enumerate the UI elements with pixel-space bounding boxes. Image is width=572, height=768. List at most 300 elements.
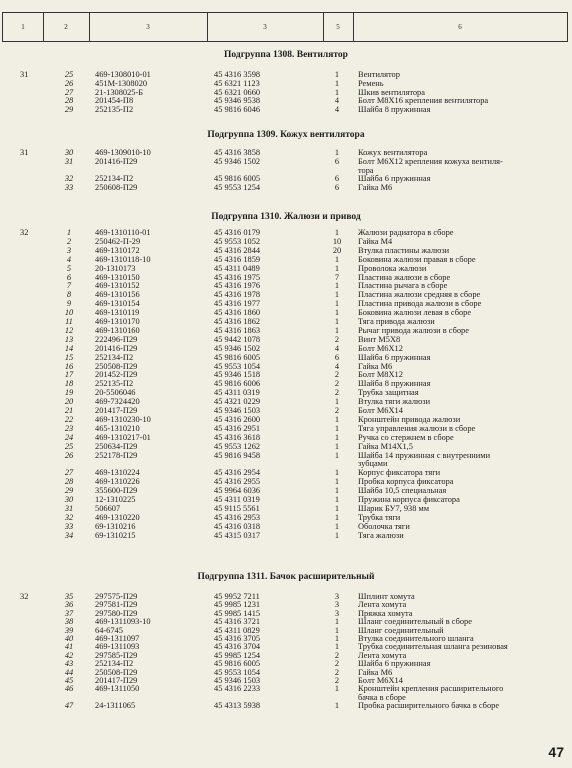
name-cell: Корпус фиксатора тяги: [358, 468, 441, 478]
quantity-cell: 1: [334, 317, 340, 326]
position-cell: 33: [64, 521, 74, 531]
position-cell: 30: [64, 495, 74, 504]
name-cell: Гайка М4: [358, 236, 393, 246]
catalog-code-cell: 45 9816 9458: [214, 450, 261, 460]
part-number-cell: 297575-П29: [95, 592, 138, 601]
quantity-cell: 1: [334, 530, 340, 540]
position-cell: 30: [64, 148, 74, 157]
name-cell: Болт М6Х12: [358, 343, 403, 353]
position-cell: 2: [66, 236, 72, 246]
quantity-cell: 2: [334, 379, 340, 389]
name-cell: Тяга управления жалюзи в сборе: [358, 423, 476, 433]
name-cell: тора: [358, 165, 374, 175]
part-number-cell: 297581-П29: [95, 600, 138, 610]
table-row: [0, 174, 572, 183]
name-cell: Вентилятор: [358, 70, 400, 79]
position-cell: 4: [66, 254, 72, 264]
part-number-cell: 69-1310215: [95, 530, 136, 540]
quantity-cell: 2: [334, 334, 340, 344]
name-cell: Гайка М6: [358, 183, 393, 193]
part-number-cell: 20-5506046: [95, 388, 136, 398]
name-cell: Лента хомута: [358, 600, 407, 610]
catalog-code-cell: 45 9553 1054: [214, 667, 261, 677]
position-cell: 10: [64, 308, 74, 318]
position-cell: 9: [66, 299, 72, 309]
part-number-cell: 469-1310118-10: [95, 254, 151, 264]
name-cell: бачка в сборе: [358, 692, 406, 702]
name-cell: Болт М6Х14: [358, 406, 403, 415]
catalog-code-cell: 45 4316 3858: [214, 148, 261, 157]
quantity-cell: 2: [334, 667, 340, 677]
catalog-code-cell: 45 4316 1977: [214, 299, 261, 309]
catalog-code-cell: 45 9816 6005: [214, 174, 261, 184]
table-row: [0, 157, 572, 166]
quantity-cell: 2: [334, 676, 340, 685]
part-number-cell: 469-1310150: [95, 272, 140, 282]
name-cell: Шкив вентилятора: [358, 87, 425, 97]
position-cell: 42: [64, 650, 74, 660]
name-cell: Пластина жалюзи в сборе: [358, 272, 451, 282]
part-number-cell: 506607: [95, 503, 121, 513]
quantity-cell: 3: [334, 592, 340, 601]
quantity-cell: 1: [334, 512, 340, 522]
position-cell: 29: [64, 486, 74, 496]
name-cell: Втулка соединительного шланга: [358, 634, 474, 643]
catalog-code-cell: 45 9346 1502: [214, 156, 261, 166]
quantity-cell: 1: [334, 432, 340, 442]
part-number-cell: 469-1310156: [95, 290, 140, 300]
table-row: [0, 299, 572, 308]
name-cell: Гайка М6: [358, 361, 393, 371]
name-cell: Пряжка хомута: [358, 608, 413, 618]
table-row: [0, 388, 572, 397]
position-cell: 36: [64, 600, 74, 610]
position-cell: 31: [64, 156, 74, 166]
quantity-cell: 1: [334, 503, 340, 513]
catalog-code-cell: 45 4316 1976: [214, 281, 261, 291]
group-cell: 31: [20, 148, 29, 157]
part-number-cell: 469-1310160: [95, 325, 140, 335]
table-row: [0, 281, 572, 290]
table-row: [0, 228, 572, 237]
catalog-code-cell: 45 4316 2955: [214, 477, 261, 487]
part-number-cell: 201416-П29: [95, 156, 138, 166]
quantity-cell: 2: [334, 650, 340, 660]
part-number-cell: 250508-П29: [95, 361, 138, 371]
quantity-cell: 1: [334, 486, 340, 496]
header-col-5: 5: [323, 13, 354, 41]
quantity-cell: 7: [334, 272, 340, 282]
quantity-cell: 6: [334, 156, 340, 166]
table-row: [0, 362, 572, 371]
catalog-code-cell: 45 9346 9538: [214, 96, 261, 106]
header-col-1: 1: [3, 13, 44, 41]
quantity-cell: 1: [334, 441, 340, 451]
part-number-cell: 469-1309010-10: [95, 148, 151, 157]
part-number-cell: 469-1310230-10: [95, 414, 151, 424]
table-row: [0, 344, 572, 353]
catalog-code-cell: 45 4316 2233: [214, 684, 261, 694]
part-number-cell: 201417-П29: [95, 406, 138, 415]
quantity-cell: 1: [334, 642, 340, 652]
table-row: [0, 531, 572, 540]
name-cell: Оболочка тяги: [358, 521, 410, 531]
quantity-cell: 3: [334, 608, 340, 618]
catalog-code-cell: 45 4316 1859: [214, 254, 261, 264]
part-number-cell: 69-1310216: [95, 521, 136, 531]
catalog-code-cell: 45 4316 2844: [214, 245, 261, 255]
part-number-cell: 469-1310110-01: [95, 228, 151, 237]
table-row: [0, 88, 572, 97]
part-number-cell: 297580-П29: [95, 608, 138, 618]
header-col-2: 2: [43, 13, 90, 41]
position-cell: 22: [64, 414, 74, 424]
catalog-code-cell: 45 9985 1231: [214, 600, 261, 610]
quantity-cell: 1: [334, 617, 340, 627]
name-cell: Пластина рычага в сборе: [358, 281, 448, 291]
position-cell: 27: [64, 87, 74, 97]
table-row: [0, 308, 572, 317]
name-cell: Боковина жалюзи правая в сборе: [358, 254, 476, 264]
position-cell: 41: [64, 642, 74, 652]
part-number-cell: 469-7324420: [95, 397, 140, 407]
quantity-cell: 1: [334, 414, 340, 424]
position-cell: 38: [64, 617, 74, 627]
table-row: [0, 183, 572, 192]
name-cell: зубцами: [358, 459, 388, 469]
quantity-cell: 2: [334, 406, 340, 415]
part-number-cell: 201417-П29: [95, 676, 138, 685]
part-number-cell: 469-1311097: [95, 634, 140, 643]
name-cell: Шплинт хомута: [358, 592, 415, 601]
table-row: [0, 495, 572, 504]
position-cell: 19: [64, 388, 74, 398]
catalog-code-cell: 45 4316 3598: [214, 70, 261, 79]
catalog-code-cell: 45 4311 0829: [214, 625, 260, 635]
catalog-code-cell: 45 9346 1502: [214, 343, 261, 353]
catalog-code-cell: 45 4316 2954: [214, 468, 261, 478]
position-cell: 24: [64, 432, 74, 442]
table-row: [0, 468, 572, 477]
position-cell: 44: [64, 667, 74, 677]
table-row: [0, 317, 572, 326]
name-cell: Трубка защитная: [358, 388, 419, 398]
position-cell: 20: [64, 397, 74, 407]
catalog-code-cell: 45 4313 5938: [214, 701, 261, 711]
catalog-code-cell: 45 4316 3618: [214, 432, 261, 442]
part-number-cell: 201454-П8: [95, 96, 134, 106]
table-row: [0, 459, 572, 468]
part-number-cell: 469-1308010-01: [95, 70, 151, 79]
table-row: [0, 370, 572, 379]
table-row: [0, 433, 572, 442]
quantity-cell: 4: [334, 105, 340, 115]
position-cell: 39: [64, 625, 74, 635]
part-number-cell: 469-1311093: [95, 642, 140, 652]
position-cell: 27: [64, 468, 74, 478]
catalog-code-cell: 45 9346 1503: [214, 676, 261, 685]
catalog-code-cell: 45 4316 3721: [214, 617, 261, 627]
name-cell: Ремень: [358, 78, 384, 88]
part-number-cell: 469-1311093-10: [95, 617, 151, 627]
table-row: [0, 406, 572, 415]
part-number-cell: 465-1310210: [95, 423, 140, 433]
catalog-code-cell: 45 9442 1078: [214, 334, 261, 344]
catalog-code-cell: 45 9985 1415: [214, 608, 261, 618]
quantity-cell: 20: [332, 245, 342, 255]
table-header: [2, 12, 568, 42]
part-number-cell: 469-1310220: [95, 512, 140, 522]
quantity-cell: 1: [334, 148, 340, 157]
catalog-code-cell: 45 9553 1262: [214, 441, 261, 451]
catalog-code-cell: 45 9553 1052: [214, 236, 261, 246]
name-cell: Болт М8Х12: [358, 370, 403, 380]
position-cell: 8: [66, 290, 72, 300]
name-cell: Тяга привода жалюзи: [358, 317, 435, 326]
catalog-code-cell: 45 4316 1978: [214, 290, 261, 300]
catalog-code-cell: 45 9816 6046: [214, 105, 261, 115]
part-number-cell: 469-1310172: [95, 245, 140, 255]
table-row: [0, 522, 572, 531]
quantity-cell: 1: [334, 325, 340, 335]
table-row: [0, 442, 572, 451]
catalog-code-cell: 45 4316 1863: [214, 325, 261, 335]
table-row: [0, 424, 572, 433]
catalog-code-cell: 45 9816 6005: [214, 659, 261, 669]
catalog-code-cell: 45 4316 2953: [214, 512, 261, 522]
name-cell: Болт М6Х14: [358, 676, 403, 685]
quantity-cell: 1: [334, 87, 340, 97]
catalog-code-cell: 45 9952 7211: [214, 592, 260, 601]
table-row: [0, 477, 572, 486]
name-cell: Жалюзи радиатора в сборе: [358, 228, 454, 237]
position-cell: 46: [64, 684, 74, 694]
subgroup-title: Подгруппа 1308. Вентилятор: [224, 50, 348, 60]
table-row: [0, 105, 572, 114]
quantity-cell: 1: [334, 299, 340, 309]
part-number-cell: 355600-П29: [95, 486, 138, 496]
quantity-cell: 4: [334, 361, 340, 371]
quantity-cell: 1: [334, 263, 340, 273]
table-row: [0, 246, 572, 255]
position-cell: 32: [64, 174, 74, 184]
quantity-cell: 1: [334, 228, 340, 237]
position-cell: 29: [64, 105, 74, 115]
table-row: [0, 96, 572, 105]
name-cell: Шайба 10,5 специальная: [358, 486, 447, 496]
quantity-cell: 1: [334, 397, 340, 407]
part-number-cell: 252134-П2: [95, 174, 134, 184]
position-cell: 5: [66, 263, 72, 273]
part-number-cell: 21-1308025-Б: [95, 87, 144, 97]
table-row: [0, 255, 572, 264]
quantity-cell: 1: [334, 281, 340, 291]
part-number-cell: 250462-П-29: [95, 236, 141, 246]
table-row: [0, 397, 572, 406]
quantity-cell: 1: [334, 477, 340, 487]
quantity-cell: 1: [334, 308, 340, 318]
catalog-code-cell: 45 9115 5561: [214, 503, 260, 513]
subgroup-title: Подгруппа 1309. Кожух вентилятора: [207, 130, 365, 140]
part-number-cell: 451М-1308020: [95, 78, 148, 88]
catalog-code-cell: 45 4316 3705: [214, 634, 261, 643]
catalog-code-cell: 45 9346 1518: [214, 370, 261, 380]
position-cell: 43: [64, 659, 74, 669]
subgroup-title: Подгруппа 1310. Жалюзи и привод: [211, 212, 361, 222]
catalog-code-cell: 45 4316 1860: [214, 308, 261, 318]
quantity-cell: 1: [334, 684, 340, 694]
quantity-cell: 6: [334, 183, 340, 193]
position-cell: 25: [64, 70, 74, 79]
name-cell: Лента хомута: [358, 650, 407, 660]
subgroup-title: Подгруппа 1311. Бачок расширительный: [197, 572, 375, 582]
position-cell: 28: [64, 477, 74, 487]
part-number-cell: 24-1311065: [95, 701, 136, 711]
catalog-code-cell: 45 4316 2951: [214, 423, 261, 433]
part-number-cell: 297585-П29: [95, 650, 138, 660]
catalog-code-cell: 45 4316 2600: [214, 414, 261, 424]
catalog-code-cell: 45 4316 3704: [214, 642, 261, 652]
catalog-code-cell: 45 4315 0317: [214, 530, 261, 540]
catalog-code-cell: 45 4311 0319: [214, 388, 260, 398]
quantity-cell: 4: [334, 96, 340, 106]
position-cell: 35: [64, 592, 74, 601]
catalog-code-cell: 45 6321 1123: [214, 78, 260, 88]
name-cell: Пластина жалюзи средняя в сборе: [358, 290, 481, 300]
quantity-cell: 1: [334, 495, 340, 504]
name-cell: Кронштейн крепления расширительного: [358, 684, 504, 694]
name-cell: Пластина привода жалюзи в сборе: [358, 299, 482, 309]
page-number: 47: [548, 744, 564, 760]
quantity-cell: 1: [334, 625, 340, 635]
part-number-cell: 252134-П2: [95, 352, 134, 362]
name-cell: Кожух вентилятора: [358, 148, 428, 157]
name-cell: Втулка пластины жалюзи: [358, 245, 450, 255]
name-cell: Пробка расширительного бачка в сборе: [358, 701, 500, 711]
part-number-cell: 201416-П29: [95, 343, 138, 353]
catalog-code-cell: 45 4321 0229: [214, 397, 261, 407]
quantity-cell: 1: [334, 254, 340, 264]
part-number-cell: 469-1310152: [95, 281, 140, 291]
table-row: [0, 701, 572, 710]
header-col-4: 3: [207, 13, 324, 41]
name-cell: Гайка М6: [358, 667, 393, 677]
name-cell: Шайба 6 пружинная: [358, 352, 431, 362]
table-row: [0, 504, 572, 513]
part-number-cell: 12-1310225: [95, 495, 136, 504]
part-number-cell: 201452-П29: [95, 370, 138, 380]
table-row: [0, 353, 572, 362]
catalog-code-cell: 45 9964 6036: [214, 486, 261, 496]
quantity-cell: 1: [334, 521, 340, 531]
table-row: [0, 451, 572, 460]
table-row: [0, 513, 572, 522]
position-cell: 32: [64, 512, 74, 522]
position-cell: 33: [64, 183, 74, 193]
table-row: [0, 70, 572, 79]
quantity-cell: 2: [334, 388, 340, 398]
catalog-code-cell: 45 4316 1975: [214, 272, 261, 282]
part-number-cell: 20-1310173: [95, 263, 136, 273]
name-cell: Кронштейн привода жалюзи: [358, 414, 461, 424]
catalog-code-cell: 45 4311 0319: [214, 495, 260, 504]
quantity-cell: 1: [334, 78, 340, 88]
position-cell: 23: [64, 423, 74, 433]
name-cell: Пробка корпуса фиксатора: [358, 477, 454, 487]
quantity-cell: 6: [334, 174, 340, 184]
catalog-code-cell: 45 4316 0179: [214, 228, 261, 237]
part-number-cell: 469-1310154: [95, 299, 140, 309]
name-cell: Тяга жалюзи: [358, 530, 404, 540]
name-cell: Гайка М14Х1,5: [358, 441, 413, 451]
position-cell: 45: [64, 676, 74, 685]
part-number-cell: 469-1311050: [95, 684, 140, 694]
name-cell: Болт М8Х16 крепления вентилятора: [358, 96, 489, 106]
quantity-cell: 1: [334, 450, 340, 460]
position-cell: 7: [66, 281, 72, 291]
name-cell: Шайба 8 пружинная: [358, 105, 431, 115]
name-cell: Шайба 8 пружинная: [358, 379, 431, 389]
position-cell: 14: [64, 343, 74, 353]
table-row: [0, 264, 572, 273]
name-cell: Втулка тяги жалюзи: [358, 397, 431, 407]
table-row: [0, 148, 572, 157]
quantity-cell: 3: [334, 600, 340, 610]
name-cell: Шайба 14 пружинная с внутренними: [358, 450, 491, 460]
part-number-cell: 250508-П29: [95, 667, 138, 677]
table-row: [0, 166, 572, 175]
position-cell: 26: [64, 450, 74, 460]
catalog-code-cell: 45 4311 0489: [214, 263, 260, 273]
part-number-cell: 250608-П29: [95, 183, 138, 193]
quantity-cell: 1: [334, 290, 340, 300]
part-number-cell: 222496-П29: [95, 334, 138, 344]
table-row: [0, 335, 572, 344]
part-number-cell: 469-1310170: [95, 317, 140, 326]
part-number-cell: 469-1310226: [95, 477, 140, 487]
position-cell: 6: [66, 272, 72, 282]
quantity-cell: 1: [334, 701, 340, 711]
catalog-code-cell: 45 9816 6005: [214, 352, 261, 362]
position-cell: 31: [64, 503, 74, 513]
catalog-code-cell: 45 9816 6006: [214, 379, 261, 389]
table-row: [0, 273, 572, 282]
header-col-6: 6: [458, 23, 462, 31]
position-cell: 16: [64, 361, 74, 371]
position-cell: 1: [66, 228, 72, 237]
name-cell: Шайба 6 пружинная: [358, 659, 431, 669]
part-number-cell: 252134-П2: [95, 659, 134, 669]
position-cell: 3: [66, 245, 72, 255]
name-cell: Винт М5Х8: [358, 334, 401, 344]
position-cell: 47: [64, 701, 74, 711]
position-cell: 18: [64, 379, 74, 389]
name-cell: Трубка тяги: [358, 512, 401, 522]
group-cell: 32: [20, 228, 29, 237]
table-row: [0, 79, 572, 88]
quantity-cell: 1: [334, 423, 340, 433]
catalog-code-cell: 45 4316 1862: [214, 317, 261, 326]
position-cell: 40: [64, 634, 74, 643]
position-cell: 37: [64, 608, 74, 618]
position-cell: 26: [64, 78, 74, 88]
name-cell: Трубка соединительная шланга резиновая: [358, 642, 508, 652]
position-cell: 13: [64, 334, 74, 344]
header-col-3: 3: [89, 13, 208, 41]
name-cell: Шланг соединительный в сборе: [358, 617, 472, 627]
quantity-cell: 1: [334, 634, 340, 643]
position-cell: 28: [64, 96, 74, 106]
